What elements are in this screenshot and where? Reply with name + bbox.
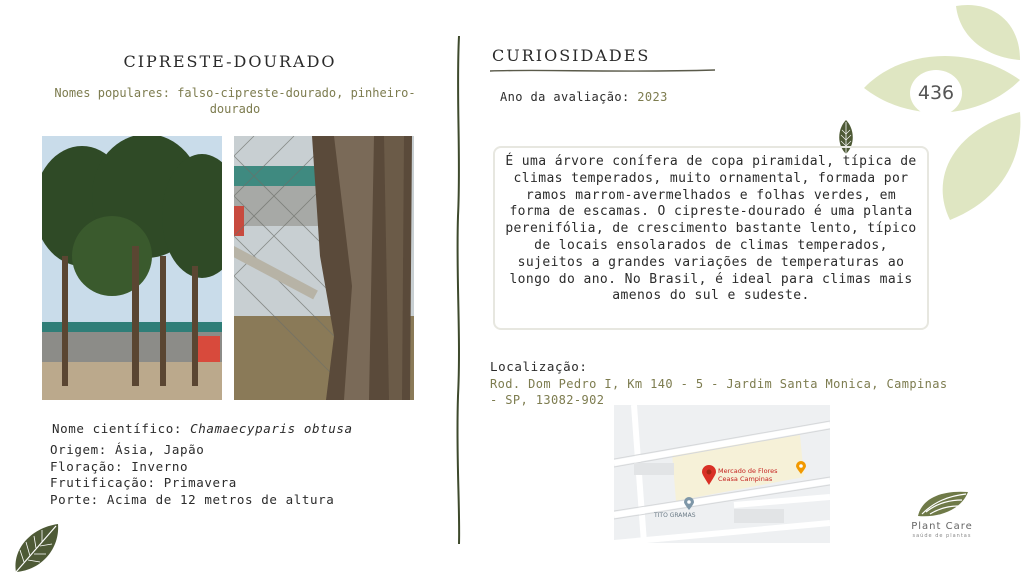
map-pin-icon[interactable]	[684, 497, 694, 510]
year-label: Ano da avaliação:	[500, 90, 630, 104]
curiosities-heading: CURIOSIDADES	[492, 46, 651, 65]
location-label: Localização:	[490, 359, 588, 374]
fact-origin: Origem: Ásia, Japão	[50, 442, 205, 457]
fact-size: Porte: Acima de 12 metros de altura	[50, 491, 335, 507]
location-address: Rod. Dom Pedro I, Km 140 - 5 - Jardim Santa Monica, Campinas - SP, 13082-902	[490, 377, 948, 407]
trunk-photo	[234, 136, 414, 400]
popular-names: Nomes populares: falso-cipreste-dourado, pinheiro-dourado	[54, 86, 416, 116]
scientific-label: Nome científico:	[52, 421, 183, 436]
brand-name: Plant Care	[911, 521, 973, 532]
map-place-label: Mercado de Flores Ceasa Campinas	[718, 467, 778, 483]
badge-number: 436	[910, 70, 962, 116]
plant-facts	[50, 442, 334, 508]
scientific-name-line	[52, 421, 353, 436]
brand-tagline: saúde de plantas	[912, 533, 972, 539]
tree-photo	[42, 136, 222, 400]
evaluation-year	[500, 90, 668, 104]
year-value: 2023	[637, 90, 668, 104]
fact-fruiting: Frutificação: Primavera	[50, 475, 237, 490]
map-secondary-label: TITO GRAMAS	[654, 512, 696, 519]
scientific-name: Chamaecyparis obtusa	[190, 421, 353, 436]
heading-underline	[490, 68, 715, 74]
map-pin-icon[interactable]	[702, 465, 716, 485]
vertical-divider	[452, 36, 466, 544]
location-map[interactable]	[614, 405, 830, 543]
fact-flowering: Floração: Inverno	[50, 458, 189, 474]
plant-care-logo-icon	[914, 488, 970, 520]
curiosities-text: É uma árvore conífera de copa piramidal, típica de climas temperados, muito ornamental, formada por ramos marrom-avermelhados e folhas verdes, em forma de escamas. O cipreste-dourado é uma planta perenifólia, de crescimento bastante lento, típico de locais ensolarados de climas temperados, sujeitos a grandes variações de temperaturas ao longo do ano. No Brasil, é ideal para climas mais amenos do sul e sudeste.	[493, 146, 929, 330]
leaf-icon	[10, 520, 62, 576]
plant-name-heading: CIPRESTE-DOURADO	[123, 52, 337, 71]
map-pin-icon[interactable]	[796, 461, 806, 474]
